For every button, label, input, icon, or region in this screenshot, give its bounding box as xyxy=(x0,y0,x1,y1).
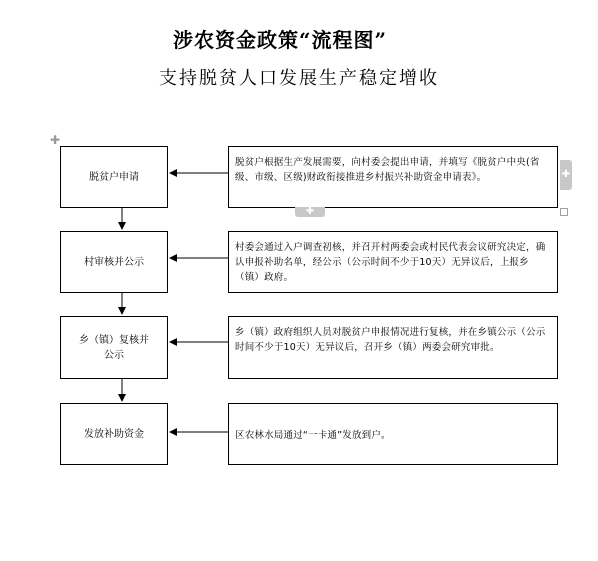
expand-bottom-tab[interactable] xyxy=(295,207,325,217)
plus-icon: ✚ xyxy=(561,169,571,180)
step-label-2: 村审核并公示 xyxy=(84,256,144,268)
step-box-4 xyxy=(60,403,168,465)
description-text-1: 脱贫户根据生产发展需要，向村委会提出申请，并填写《脱贫户中央(省级、市级、区级)财政衔接推进乡村振兴补助资金申请表》。 xyxy=(235,157,540,183)
description-box-4 xyxy=(228,403,558,465)
step-box-1 xyxy=(60,146,168,208)
description-box-2 xyxy=(228,231,558,293)
plus-icon: ✚ xyxy=(305,206,315,217)
page-subtitle: 支持脱贫人口发展生产稳定增收 xyxy=(159,68,439,89)
resize-handle-icon[interactable] xyxy=(560,208,568,216)
step-label-4: 发放补助资金 xyxy=(84,428,144,440)
step-label-3: 乡（镇）复核并公示 xyxy=(79,334,149,361)
step-box-2 xyxy=(60,231,168,293)
step-box-3 xyxy=(60,316,168,379)
page-title: 涉农资金政策“流程图” xyxy=(172,28,387,52)
move-handle-icon[interactable]: ✚ xyxy=(50,133,61,147)
expand-right-tab[interactable] xyxy=(560,160,572,190)
step-label-1: 脱贫户申请 xyxy=(89,171,139,183)
description-text-3: 乡（镇）政府组织人员对脱贫户申报情况进行复核，并在乡镇公示（公示时间不少于10天）无异议后，召开乡（镇）两委会研究审批。 xyxy=(235,327,546,353)
description-box-3 xyxy=(228,316,558,379)
description-box-1[interactable] xyxy=(228,146,558,208)
description-text-2: 村委会通过入户调查初核，并召开村两委会或村民代表会议研究决定，确认申报补助名单，经公示（公示时间不少于10天）无异议后，上报乡（镇）政府。 xyxy=(235,242,546,283)
description-text-4: 区农林水局通过“一卡通”发放到户。 xyxy=(235,430,391,441)
